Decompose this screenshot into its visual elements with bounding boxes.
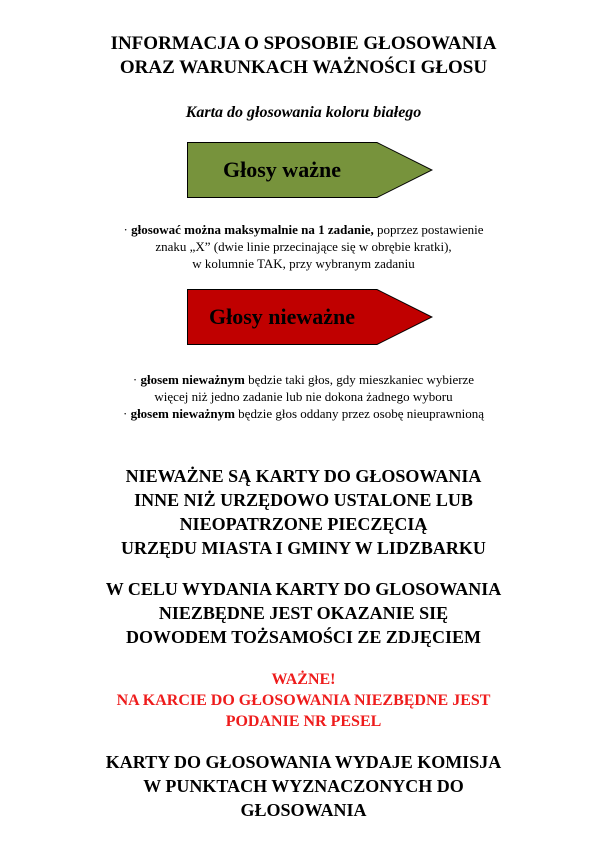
document-title (0, 32, 607, 80)
bullet: · (123, 222, 128, 237)
notice-line: NIEOPATRZONE PIECZĘCIĄ (179, 514, 428, 534)
invalid-votes-arrow (187, 289, 433, 345)
notice-line: DOWODEM TOŻSAMOŚCI ZE ZDJĘCIEM (126, 627, 481, 647)
valid-votes-label: Głosy ważne (223, 157, 341, 182)
title-line-2: ORAZ WARUNKACH WAŻNOŚCI GŁOSU (119, 57, 488, 78)
valid-rule-rest: poprzez postawienie (373, 222, 484, 237)
notice-line: KARTY DO GŁOSOWANIA WYDAJE KOMISJA (105, 752, 502, 772)
bullet: · (132, 372, 138, 387)
invalid-rule-2-rest: będzie głos oddany przez osobę nieuprawnioną (234, 406, 485, 421)
important-line: WAŻNE! (271, 671, 336, 688)
title-line-1: INFORMACJA O SPOSOBIE GŁOSOWANIA (110, 33, 497, 54)
bullet: · (122, 406, 128, 421)
important-line: PODANIE NR PESEL (225, 713, 382, 730)
notice-line: W PUNKTACH WYZNACZONYCH DO (143, 776, 464, 796)
invalid-votes-description (0, 371, 607, 422)
invalid-rule-1-bold: głosem nieważnym (140, 372, 245, 387)
invalid-votes-label: Głosy nieważne (208, 304, 356, 329)
important-line: NA KARCIE DO GŁOSOWANIA NIEZBĘDNE JEST (116, 692, 491, 709)
valid-line-1 (0, 221, 607, 238)
valid-votes-arrow (187, 142, 433, 198)
notice-line: URZĘDU MIASTA I GMINY W LIDZBARKU (121, 538, 486, 558)
invalid-line-3 (0, 405, 607, 422)
notice-line: GŁOSOWANIA (240, 800, 367, 820)
notice-line: NIEZBĘDNE JEST OKAZANIE SIĘ (158, 603, 449, 623)
important-notice (0, 669, 607, 732)
invalid-rule-1-rest: będzie taki głos, gdy mieszkaniec wybierze (244, 372, 475, 387)
valid-rule-bold: głosować można maksymalnie na 1 zadanie, (131, 222, 374, 237)
invalid-rule-2-bold: głosem nieważnym (130, 406, 235, 421)
valid-line-3: w kolumnie TAK, przy wybranym zadaniu (192, 256, 415, 271)
notice-commission (0, 750, 607, 822)
notice-line: W CELU WYDANIA KARTY DO GLOSOWANIA (105, 579, 502, 599)
notice-line: INNE NIŻ URZĘDOWO USTALONE LUB (134, 490, 473, 510)
document-subtitle: Karta do głosowania koloru białego (185, 104, 422, 121)
valid-votes-description (0, 221, 607, 272)
notice-line: NIEWAŻNE SĄ KARTY DO GŁOSOWANIA (125, 466, 482, 486)
invalid-line-1 (0, 371, 607, 388)
valid-line-2: znaku „X” (dwie linie przecinające się w obrębie kratki), (155, 239, 452, 254)
notice-invalid-cards (0, 464, 607, 560)
invalid-line-2: więcej niż jedno zadanie lub nie dokona żadnego wyboru (154, 389, 453, 404)
notice-identity (0, 577, 607, 649)
